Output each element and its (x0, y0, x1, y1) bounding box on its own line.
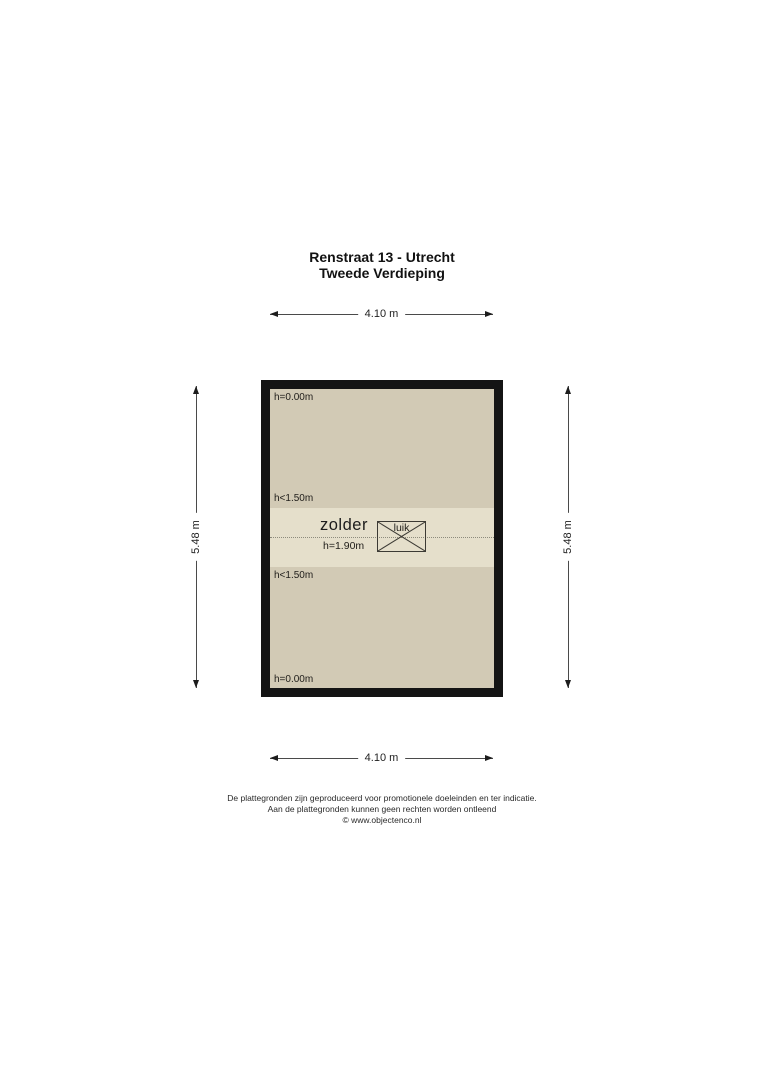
footer-disclaimer (0, 793, 764, 826)
ridge-height-label: h=1.90m (323, 540, 365, 552)
dimension-label-top: 4.10 m (358, 308, 406, 320)
hatch-box (377, 521, 426, 552)
address-title: Renstraat 13 - Utrecht (309, 249, 455, 265)
room-name-label: zolder (320, 516, 368, 534)
low-headroom-area-top (270, 389, 494, 508)
disclaimer-line-1: De plattegronden zijn geproduceerd voor promotionele doeleinden en ter indicatie. (227, 793, 537, 803)
low-headroom-area-bottom (270, 567, 494, 688)
page-title (0, 249, 764, 281)
floor-plan (261, 380, 503, 697)
height-label-lower-slope: h<1.50m (274, 570, 314, 581)
hatch-label: luik (393, 522, 410, 534)
room-zolder (270, 389, 494, 688)
height-label-upper-slope: h<1.50m (274, 493, 314, 504)
height-label-top-wall: h=0.00m (274, 392, 314, 403)
dimension-line-right (562, 386, 574, 688)
dimension-line-top (270, 308, 493, 320)
dimension-label-left: 5.48 m (190, 513, 202, 561)
height-label-bottom-wall: h=0.00m (274, 674, 314, 685)
floor-title: Tweede Verdieping (319, 265, 445, 281)
dimension-line-left (190, 386, 202, 688)
disclaimer-line-2: Aan de plattegronden kunnen geen rechten worden ontleend (267, 804, 497, 814)
dimension-line-bottom (270, 752, 493, 764)
dimension-label-bottom: 4.10 m (358, 752, 406, 764)
disclaimer-line-3: © www.objectenco.nl (342, 815, 422, 825)
dimension-label-right: 5.48 m (562, 513, 574, 561)
